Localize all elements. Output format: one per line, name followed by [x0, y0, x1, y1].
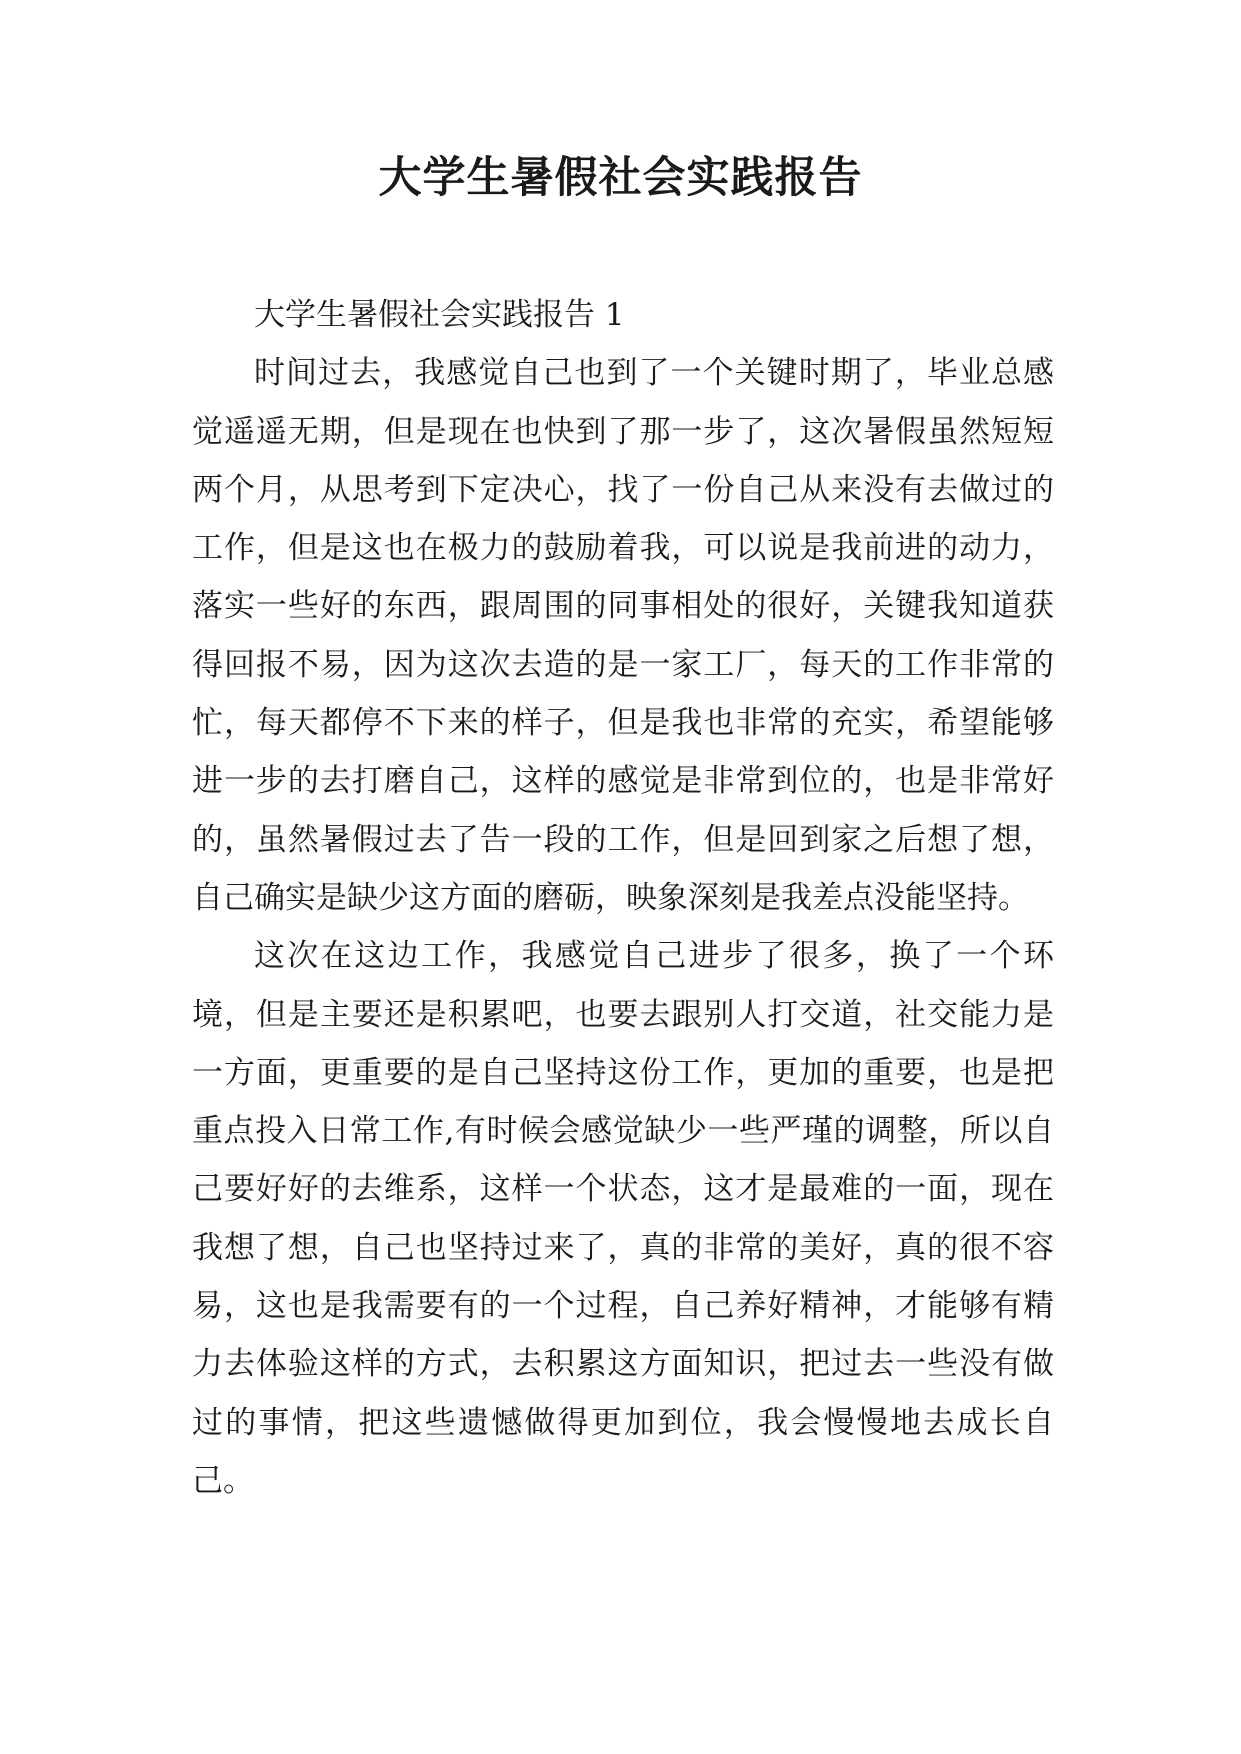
- document-title: 大学生暑假社会实践报告: [378, 153, 863, 203]
- paragraph-1: 时间过去，我感觉自己也到了一个关键时期了，毕业总感觉遥遥无期，但是现在也快到了那一步了，这次暑假虽然短短两个月，从思考到下定决心，找了一份自己从来没有去做过的工作，但是这也在极力的鼓励着我，可以说是我前进的动力，落实一些好的东西，跟周围的同事相处的很好，关键我知道获得回报不易，因为这次去造的是一家工厂，每天的工作非常的忙，每天都停不下来的样子，但是我也非常的充实，希望能够进一步的去打磨自己，这样的感觉是非常到位的，也是非常好的，虽然暑假过去了告一段的工作，但是回到家之后想了想，自己确实是缺少这方面的磨砺，映象深刻是我差点没能坚持。: [192, 355, 1054, 916]
- paragraph-2: 这次在这边工作，我感觉自己进步了很多，换了一个环境，但是主要还是积累吧，也要去跟别人打交道，社交能力是一方面，更重要的是自己坚持这份工作，更加的重要，也是把重点投入日常工作,有时候会感觉缺少一些严瑾的调整，所以自己要好好的去维系，这样一个状态，这才是最难的一面，现在我想了想，自己也坚持过来了，真的非常的美好，真的很不容易，这也是我需要有的一个过程，自己养好精神，才能够有精力去体验这样的方式，去积累这方面知识，把过去一些没有做过的事情，把这些遗憾做得更加到位，我会慢慢地去成长自己。: [192, 938, 1054, 1499]
- section-subheading: 大学生暑假社会实践报告 1: [254, 297, 625, 333]
- document-body: [192, 286, 1054, 1510]
